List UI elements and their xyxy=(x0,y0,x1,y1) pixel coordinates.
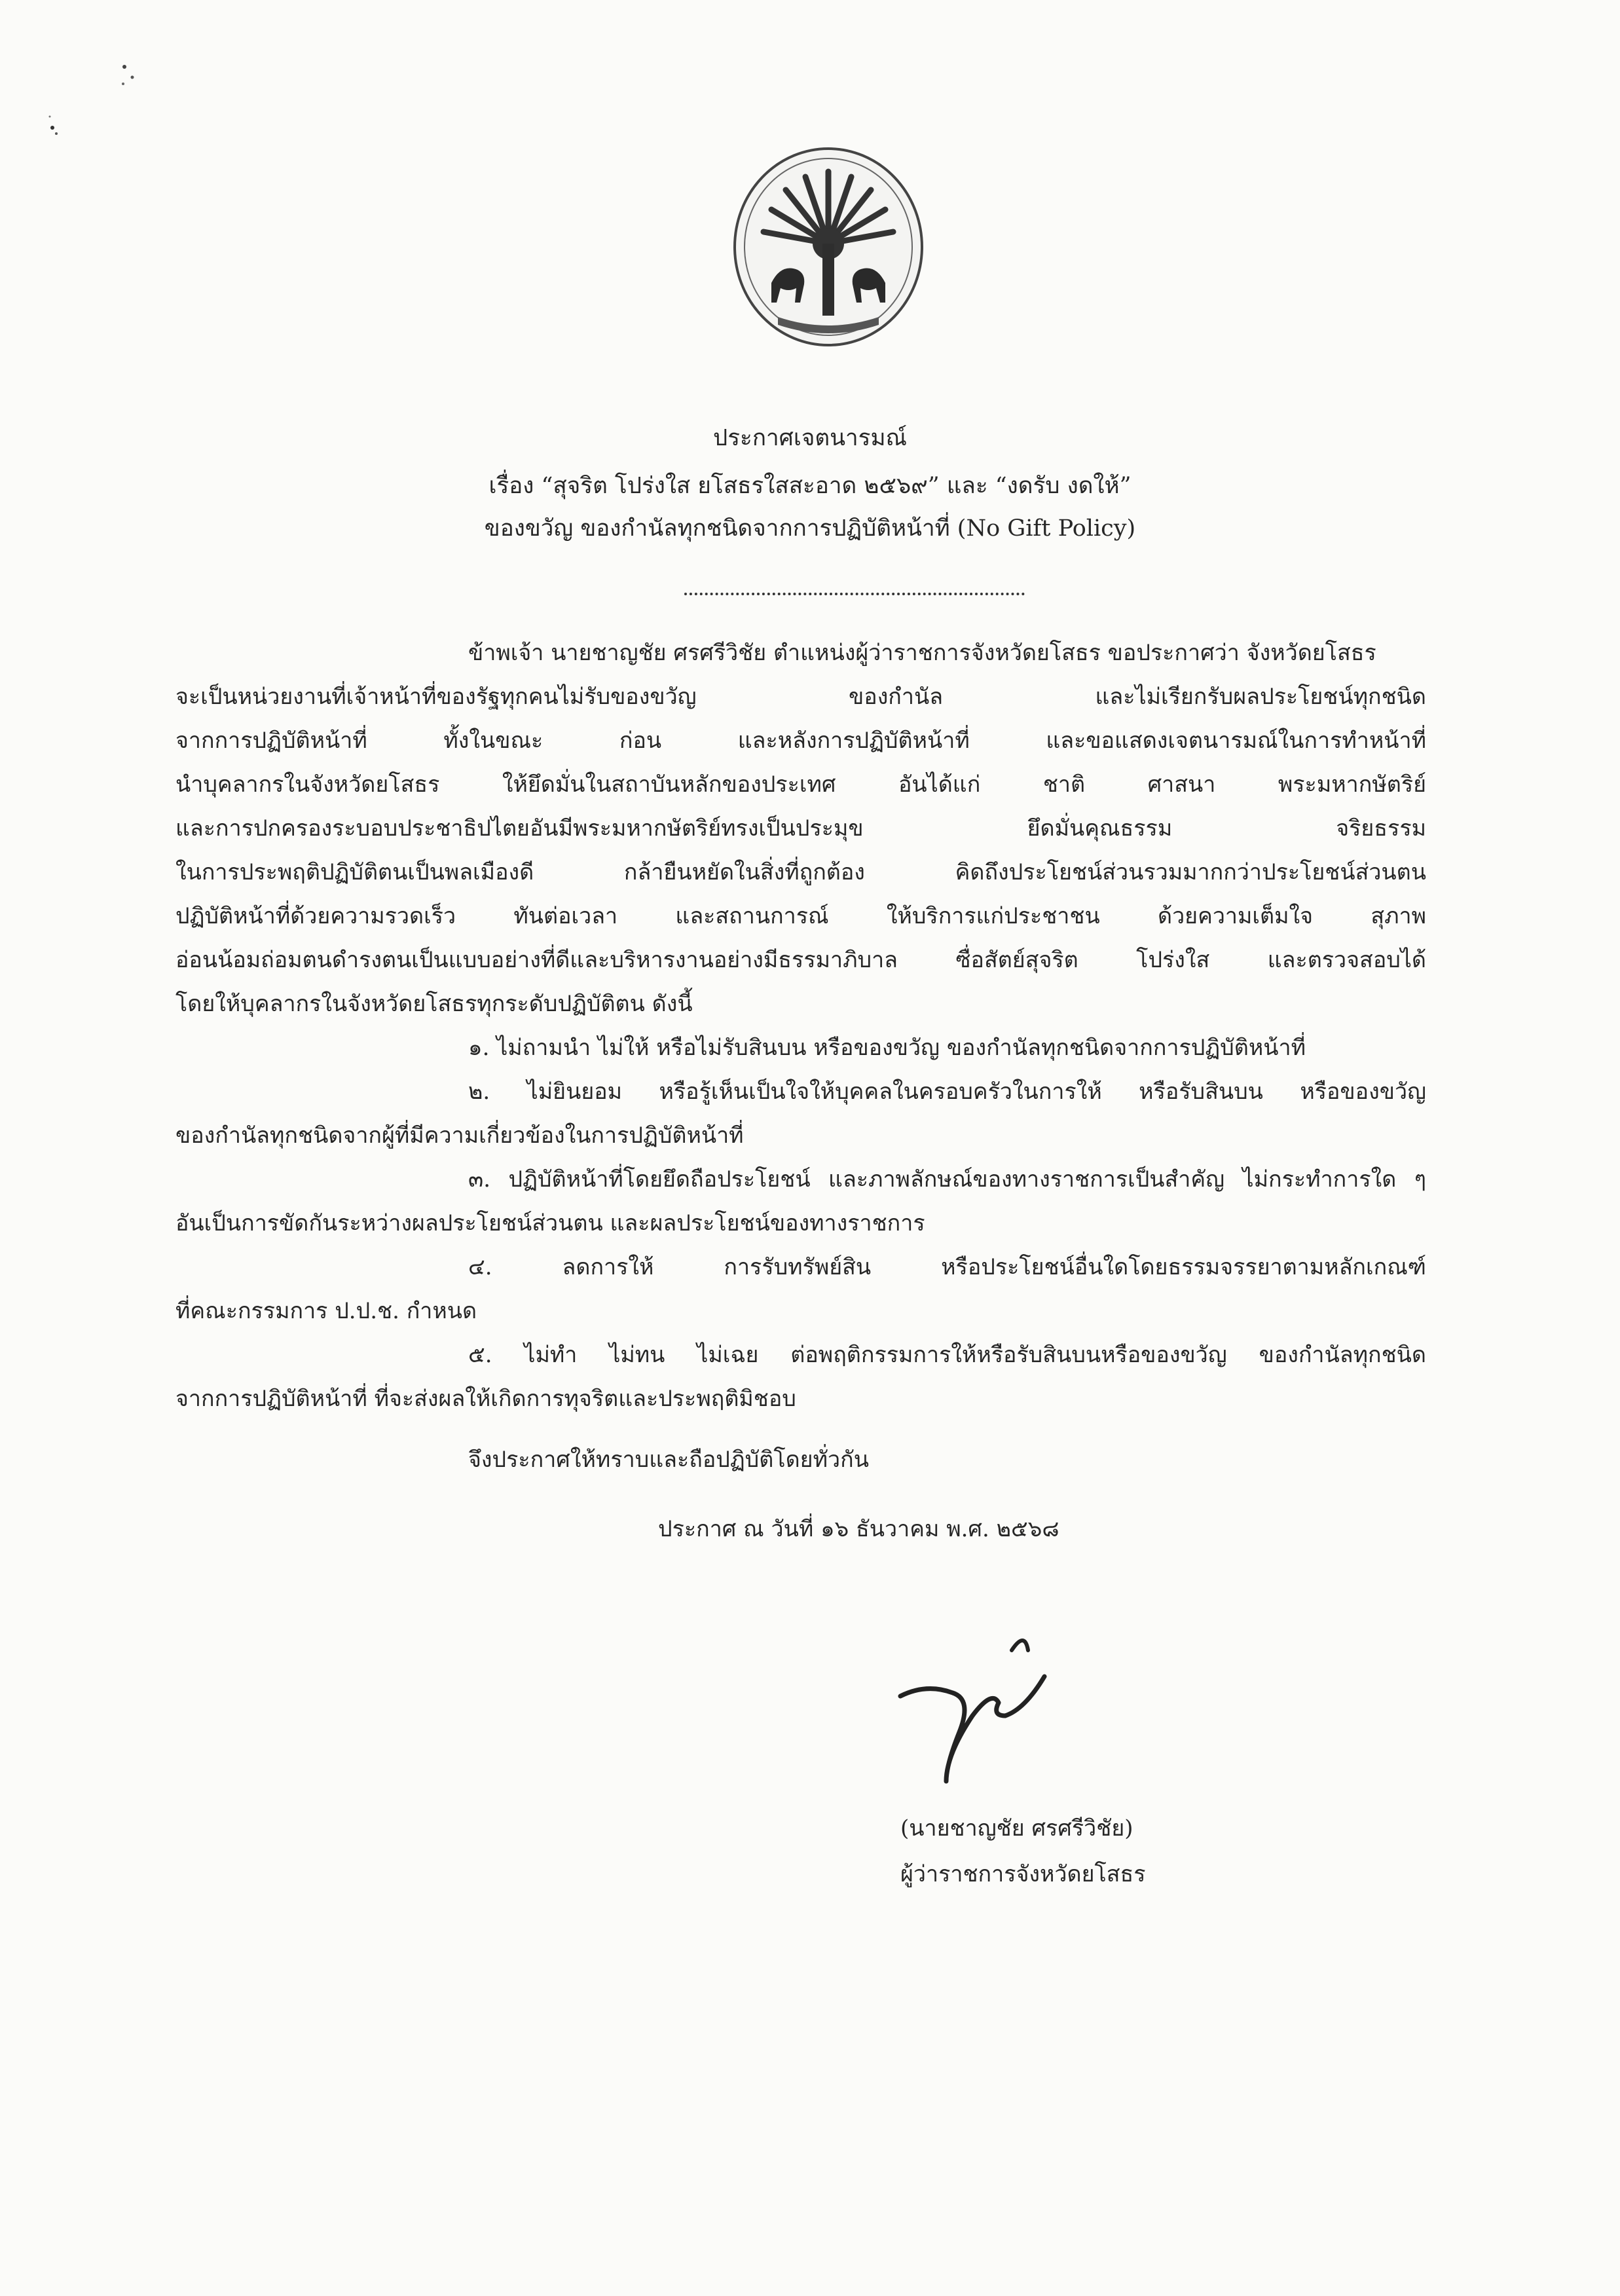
policy-item-5-continued: จากการปฏิบัติหน้าที่ ที่จะส่งผลให้เกิดการทุจริตและประพฤติมิชอบ xyxy=(175,1386,796,1412)
policy-item-2: ๒. ไม่ยินยอม หรือรู้เห็นเป็นใจให้บุคคลในครอบครัวในการให้ หรือรับสินบน หรือของขวัญ xyxy=(468,1079,1426,1105)
intro-line-1: ข้าพเจ้า นายชาญชัย ศรศรีวิชัย ตำแหน่งผู้ว่าราชการจังหวัดยโสธร ขอประกาศว่า จังหวัดยโสธร xyxy=(468,640,1376,666)
announcement-subject-continued: ของขวัญ ของกำนัลทุกชนิดจากการปฏิบัติหน้าที่ (No Gift Policy) xyxy=(484,515,1136,542)
policy-item-3-continued: อันเป็นการขัดกันระหว่างผลประโยชน์ส่วนตน และผลประโยชน์ของทางราชการ xyxy=(175,1210,925,1236)
intro-line-3: จากการปฏิบัติหน้าที่ ทั้งในขณะ ก่อน และหลังการปฏิบัติหน้าที่ และขอแสดงเจตนารมณ์ในการทำหน้าที่ xyxy=(175,728,1426,754)
intro-line-8: อ่อนน้อมถ่อมตนดำรงตนเป็นแบบอย่างที่ดีและบริหารงานอย่างมีธรรมาภิบาล ซื่อสัตย์สุจริต โปร่งใส และตรวจสอบได้ xyxy=(175,947,1426,973)
scan-specks xyxy=(26,46,157,151)
intro-line-4: นำบุคลากรในจังหวัดยโสธร ให้ยึดมั่นในสถาบันหลักของประเทศ อันได้แก่ ชาติ ศาสนา พระมหากษัตริย์ xyxy=(175,771,1426,798)
policy-item-2-continued: ของกำนัลทุกชนิดจากผู้ที่มีความเกี่ยวข้องในการปฏิบัติหน้าที่ xyxy=(175,1122,744,1149)
handwritten-signature xyxy=(894,1624,1116,1788)
dotted-separator xyxy=(684,593,1025,595)
provincial-seal-emblem xyxy=(732,145,925,348)
intro-line-5: และการปกครองระบอบประชาธิปไตยอันมีพระมหากษัตริย์ทรงเป็นประมุข ยึดมั่นคุณธรรม จริยธรรม xyxy=(175,815,1426,842)
announcement-subject: เรื่อง “สุจริต โปร่งใส ยโสธรใสสะอาด ๒๕๖๙” และ “งดรับ งดให้” xyxy=(488,473,1132,499)
announcement-title: ประกาศเจตนารมณ์ xyxy=(713,425,907,451)
signer-title: ผู้ว่าราชการจังหวัดยโสธร xyxy=(900,1861,1146,1887)
intro-line-7: ปฏิบัติหน้าที่ด้วยความรวดเร็ว ทันต่อเวลา และสถานการณ์ ให้บริการแก่ประชาชน ด้วยความเต็มใจ สุภาพ xyxy=(175,903,1426,929)
intro-line-9: โดยให้บุคลากรในจังหวัดยโสธรทุกระดับปฏิบัติตน ดังนี้ xyxy=(175,991,693,1017)
intro-line-6: ในการประพฤติปฏิบัติตนเป็นพลเมืองดี กล้ายืนหยัดในสิ่งที่ถูกต้อง คิดถึงประโยชน์ส่วนรวมมากกว่าประโยชน์ส่วนตน xyxy=(175,859,1426,885)
announcement-date: ประกาศ ณ วันที่ ๑๖ ธันวาคม พ.ศ. ๒๕๖๘ xyxy=(658,1516,1059,1542)
policy-item-3: ๓. ปฏิบัติหน้าที่โดยยึดถือประโยชน์ และภาพลักษณ์ของทางราชการเป็นสำคัญ ไม่กระทำการใด ๆ xyxy=(468,1166,1426,1193)
closing-statement: จึงประกาศให้ทราบและถือปฏิบัติโดยทั่วกัน xyxy=(468,1447,869,1473)
intro-line-2: จะเป็นหน่วยงานที่เจ้าหน้าที่ของรัฐทุกคนไม่รับของขวัญ ของกำนัล และไม่เรียกรับผลประโยชน์ทุกชนิด xyxy=(175,684,1426,710)
policy-item-4-continued: ที่คณะกรรมการ ป.ป.ช. กำหนด xyxy=(175,1298,477,1324)
signer-name: (นายชาญชัย ศรศรีวิชัย) xyxy=(900,1815,1133,1842)
policy-item-4: ๔. ลดการให้ การรับทรัพย์สิน หรือประโยชน์อื่นใดโดยธรรมจรรยาตามหลักเกณฑ์ xyxy=(468,1254,1426,1280)
policy-item-1: ๑. ไม่ถามนำ ไม่ให้ หรือไม่รับสินบน หรือของขวัญ ของกำนัลทุกชนิดจากการปฏิบัติหน้าที่ xyxy=(468,1035,1306,1061)
policy-item-5: ๕. ไม่ทำ ไม่ทน ไม่เฉย ต่อพฤติกรรมการให้หรือรับสินบนหรือของขวัญ ของกำนัลทุกชนิด xyxy=(468,1342,1426,1368)
